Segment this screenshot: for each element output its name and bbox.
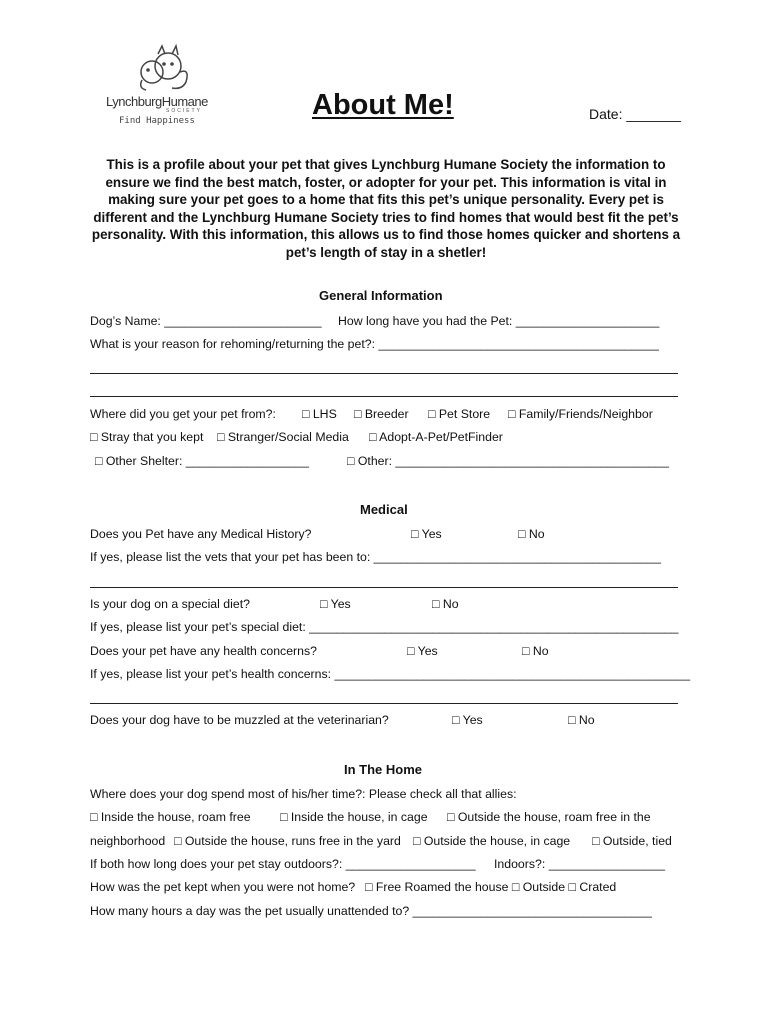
hours-field[interactable]: How many hours a day was the pet usually unattended to? ___________________________________ xyxy=(90,904,653,918)
diet-yes[interactable]: □ Yes xyxy=(320,597,351,611)
intro-paragraph: This is a profile about your pet that gives Lynchburg Humane Society the information to ensure we find the best match, foster, or adopter for your pet. This information is vital in making sure your pet goes to a home that fits this pet’s unique personality. Every pet is different and the Lynchburg Humane Society tries to find homes that would best fit the pet’s personality. With this information, this allows us to find those homes quicker and shortens a pet’s length of stay in a shetler! xyxy=(91,157,681,260)
option-outside-yard[interactable]: □ Outside the house, runs free in the yard xyxy=(174,834,401,848)
option-outside-roam-cont: neighborhood xyxy=(90,834,166,848)
reason-line-2[interactable] xyxy=(90,396,678,397)
indoors-field[interactable]: Indoors?: _________________ xyxy=(494,857,665,871)
option-other-shelter[interactable]: □ Other Shelter: __________________ xyxy=(95,454,309,468)
muzzle-yes[interactable]: □ Yes xyxy=(452,713,483,727)
option-family-friends[interactable]: □ Family/Friends/Neighbor xyxy=(508,407,653,421)
option-breeder[interactable]: □ Breeder xyxy=(354,407,409,421)
page-title: About Me! xyxy=(312,89,454,121)
kept-question: How was the pet kept when you were not home? xyxy=(90,880,356,894)
outdoors-field[interactable]: If both how long does your pet stay outdoors?: ___________________ xyxy=(90,857,476,871)
how-long-field[interactable]: How long have you had the Pet: _____________________ xyxy=(338,314,660,328)
lynchburg-humane-logo xyxy=(104,42,214,130)
logo-tagline: Find Happiness xyxy=(119,116,195,126)
option-pet-store[interactable]: □ Pet Store xyxy=(428,407,491,421)
cat-dog-logo-icon xyxy=(132,42,192,94)
medical-history-question: Does you Pet have any Medical History? xyxy=(90,527,312,541)
option-stray[interactable]: □ Stray that you kept xyxy=(90,430,204,444)
option-outside-tied[interactable]: □ Outside, tied xyxy=(592,834,672,848)
muzzle-question: Does your dog have to be muzzled at the veterinarian? xyxy=(90,713,389,727)
health-no[interactable]: □ No xyxy=(522,644,549,658)
dog-name-field[interactable]: Dog’s Name: _______________________ xyxy=(90,314,322,328)
logo-subtitle: SOCIETY xyxy=(166,108,202,114)
home-heading: In The Home xyxy=(344,762,423,777)
kept-options[interactable]: □ Free Roamed the house □ Outside □ Crated xyxy=(365,880,617,894)
where-time-question: Where does your dog spend most of his/her time?: Please check all that allies: xyxy=(90,787,517,801)
option-stranger-social[interactable]: □ Stranger/Social Media xyxy=(217,430,349,444)
option-outside-cage[interactable]: □ Outside the house, in cage xyxy=(413,834,571,848)
muzzle-no[interactable]: □ No xyxy=(568,713,595,727)
diet-question: Is your dog on a special diet? xyxy=(90,597,250,611)
medical-history-yes[interactable]: □ Yes xyxy=(411,527,442,541)
health-line[interactable] xyxy=(90,703,678,704)
reason-line-1[interactable] xyxy=(90,373,678,374)
reason-field[interactable]: What is your reason for rehoming/returning the pet?: _________________________________________ xyxy=(90,337,659,351)
health-question: Does your pet have any health concerns? xyxy=(90,644,317,658)
health-list-field[interactable]: If yes, please list your pet’s health concerns: ____________________________________________________ xyxy=(90,667,691,681)
logo-name: LynchburgHumane xyxy=(106,94,208,109)
option-inside-cage[interactable]: □ Inside the house, in cage xyxy=(280,810,428,824)
option-adopt-a-pet[interactable]: □ Adopt-A-Pet/PetFinder xyxy=(369,430,503,444)
date-field[interactable]: Date: _______ xyxy=(589,106,681,122)
where-from-label: Where did you get your pet from?: xyxy=(90,407,276,421)
vets-field[interactable]: If yes, please list the vets that your pet has been to: __________________________________________ xyxy=(90,550,661,564)
diet-no[interactable]: □ No xyxy=(432,597,459,611)
diet-list-field[interactable]: If yes, please list your pet’s special diet: ______________________________________________________ xyxy=(90,620,679,634)
medical-history-no[interactable]: □ No xyxy=(518,527,545,541)
medical-heading: Medical xyxy=(360,502,408,517)
option-outside-roam[interactable]: □ Outside the house, roam free in the xyxy=(447,810,651,824)
option-inside-roam[interactable]: □ Inside the house, roam free xyxy=(90,810,251,824)
option-lhs[interactable]: □ LHS xyxy=(302,407,337,421)
health-yes[interactable]: □ Yes xyxy=(407,644,438,658)
option-other[interactable]: □ Other: ________________________________________ xyxy=(347,454,669,468)
vets-line[interactable] xyxy=(90,587,678,588)
general-heading: General Information xyxy=(319,288,443,303)
